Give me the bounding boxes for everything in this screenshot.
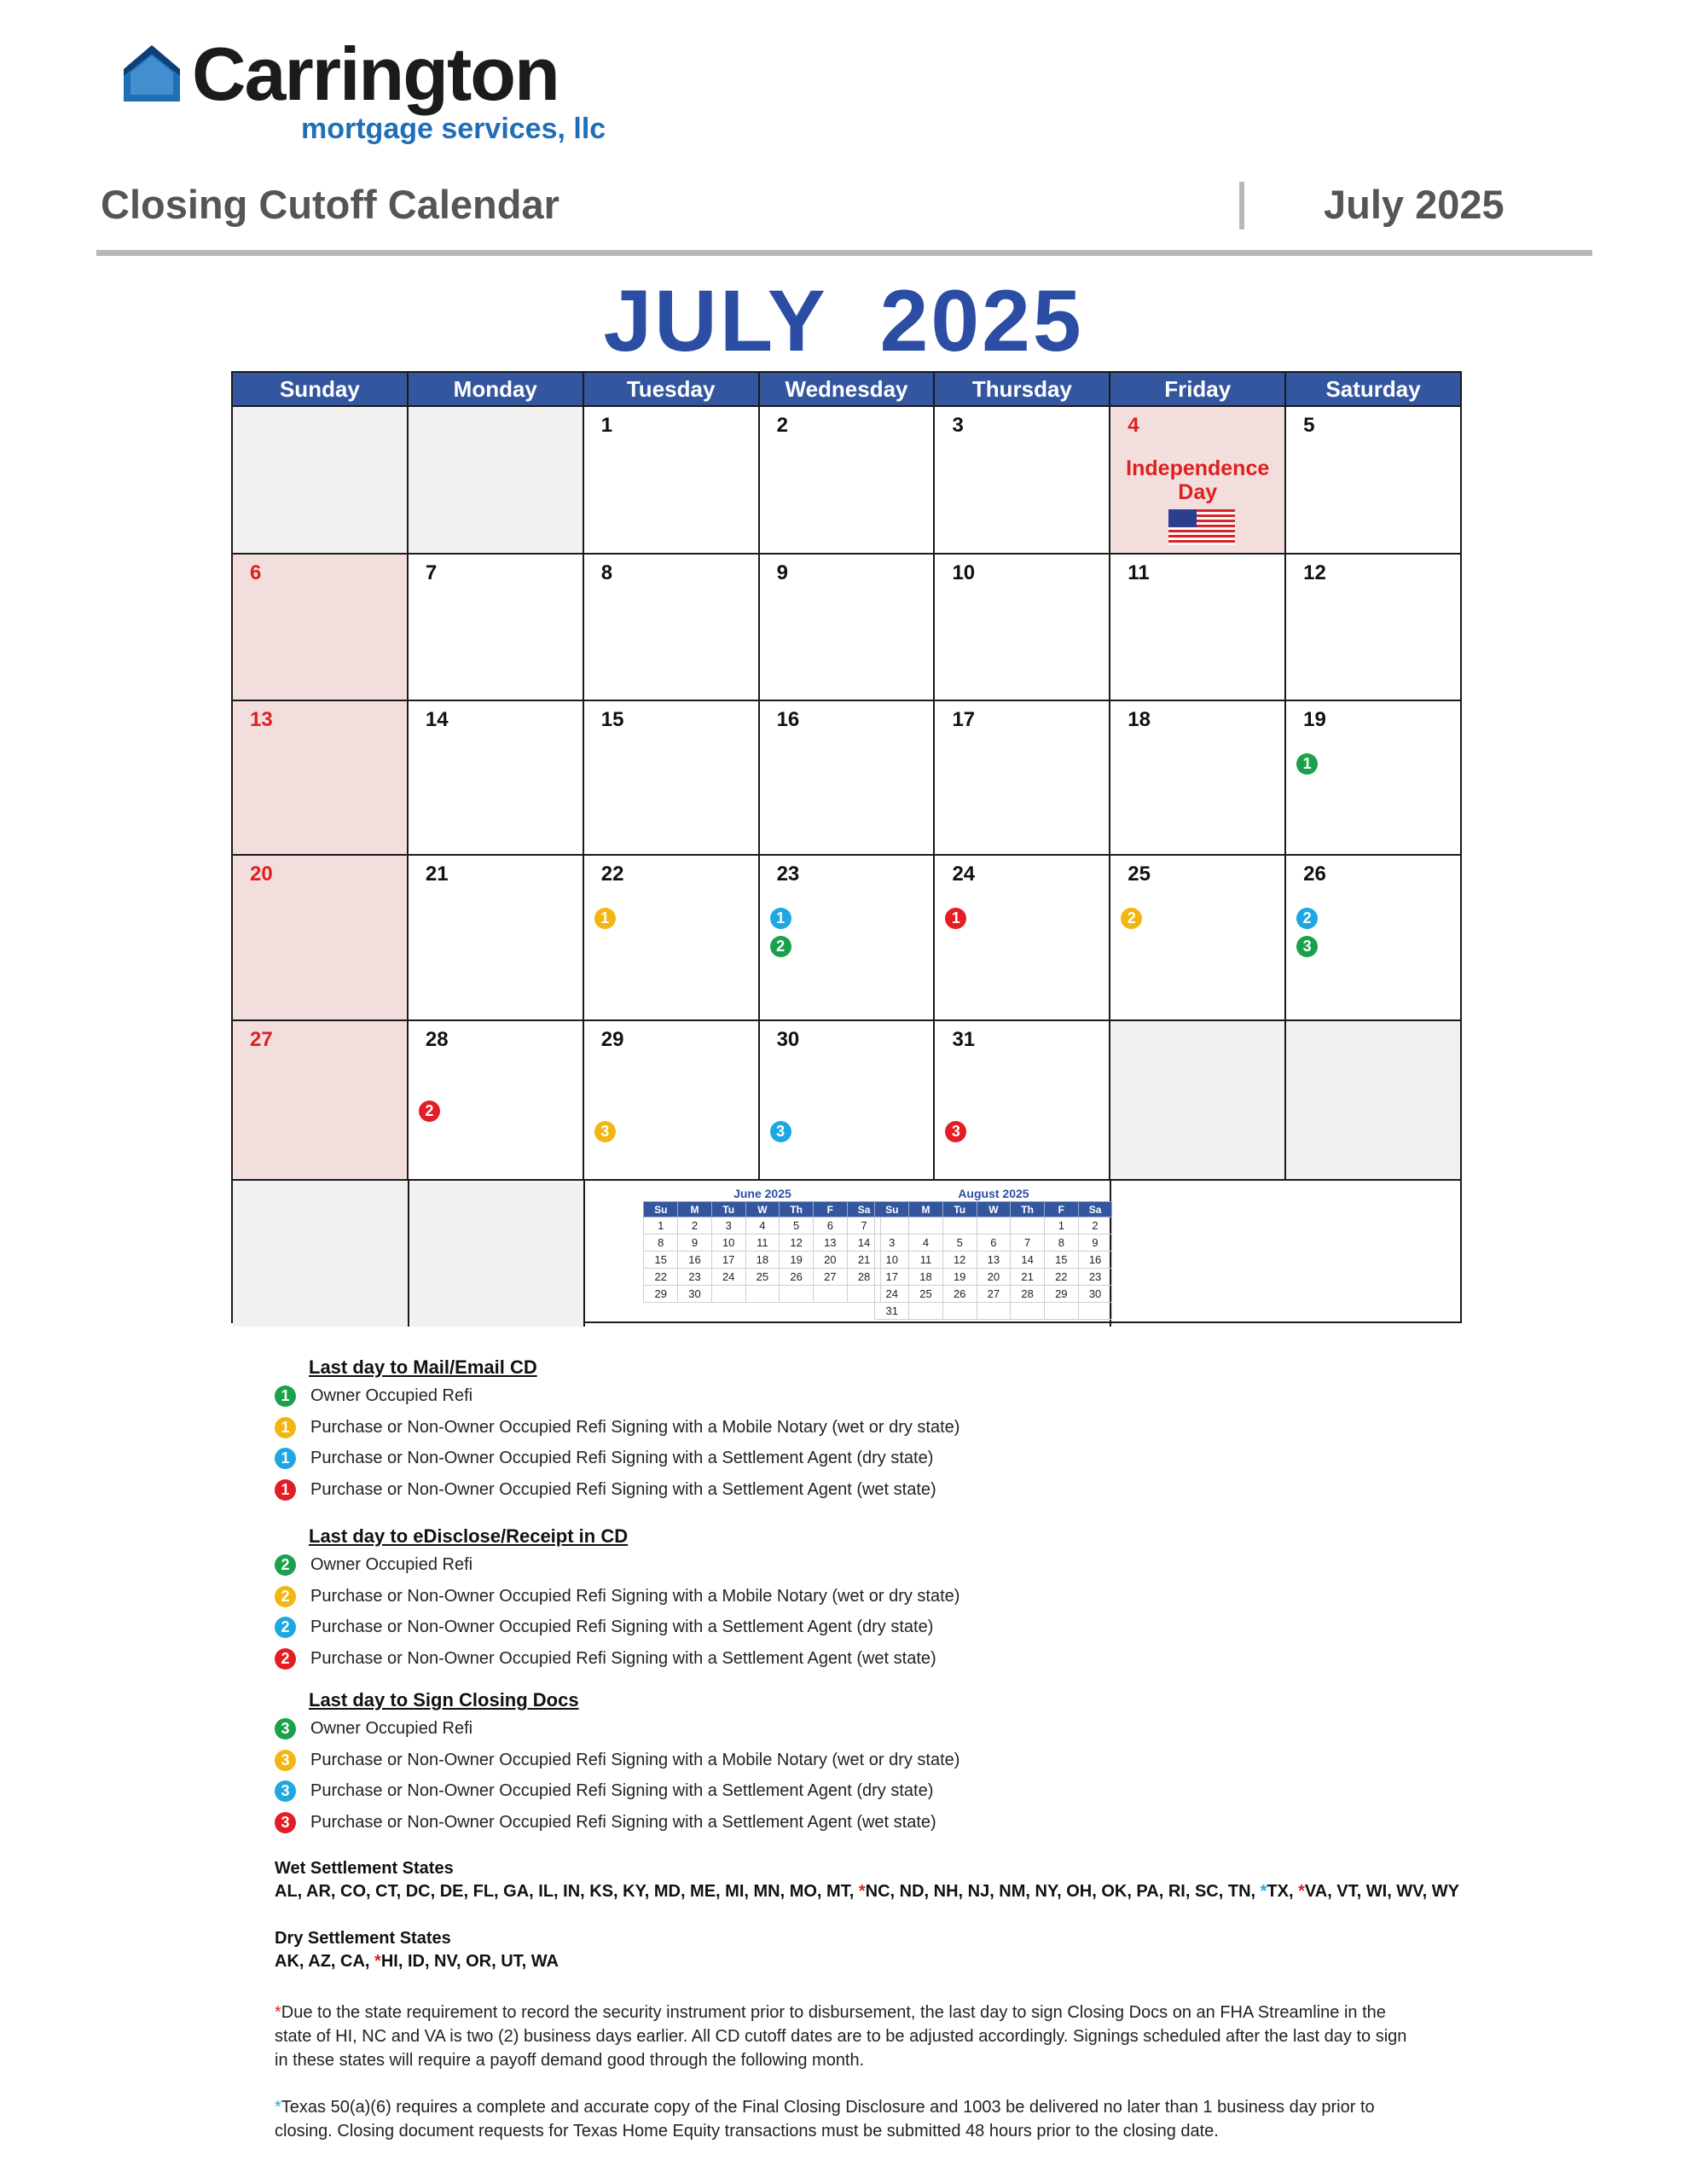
mini-day-cell: 16 [1078,1252,1112,1269]
mini-day-cell: 25 [909,1286,943,1303]
legend-group-title: Last day to eDisclose/Receipt in CD [309,1525,629,1547]
mini-day-cell: 18 [909,1269,943,1286]
mini-day-cell: 4 [745,1217,780,1234]
calendar-day-20 [233,856,409,1019]
mini-day-cell: 2 [678,1217,712,1234]
day-number: 19 [1303,708,1326,731]
day-number: 27 [250,1028,273,1051]
mini-day-header: Sa [1078,1202,1112,1217]
green-marker-1-icon: 1 [1296,753,1318,775]
fha-note [275,2001,1417,2072]
green-marker-3-icon: 3 [275,1718,296,1740]
calendar-day-30 [760,1021,936,1179]
blue-marker-3-icon: 3 [770,1121,791,1142]
mini-day-cell [711,1286,745,1303]
mini-calendar-august [874,1186,1112,1320]
legend-item-text: Owner Occupied Refi [310,1555,473,1574]
calendar-day-5 [1286,407,1460,553]
header-rule [96,250,1592,256]
day-number: 5 [1303,414,1315,437]
legend-item-text: Purchase or Non-Owner Occupied Refi Signing with a Settlement Agent (wet state) [310,1479,936,1499]
mini-day-cell: 4 [909,1234,943,1252]
legend-item-text: Owner Occupied Refi [310,1719,473,1738]
wet-states-title: Wet Settlement States [275,1859,454,1878]
mini-day-cell [909,1303,943,1320]
calendar-day-13 [233,701,409,854]
calendar-empty-cell [233,407,409,553]
mini-day-cell: 26 [942,1286,977,1303]
blue-marker-1-icon: 1 [275,1448,296,1469]
blue-marker-3-icon: 3 [275,1780,296,1802]
calendar-empty-cell [1286,1021,1460,1179]
mini-day-cell [1078,1303,1112,1320]
mini-day-cell: 12 [942,1252,977,1269]
mini-day-header: Su [875,1202,909,1217]
red-marker-1-icon: 1 [945,908,966,929]
asterisk-red: * [858,1882,866,1901]
calendar-empty-cell [1110,1021,1286,1179]
mini-day-cell: 27 [813,1269,847,1286]
calendar-day-23 [760,856,936,1019]
mini-day-cell [1011,1303,1045,1320]
calendar-day-15 [584,701,760,854]
mini-day-cell: 13 [813,1234,847,1252]
red-marker-2-icon: 2 [419,1101,440,1122]
day-of-week-tuesday: Tuesday [584,373,760,405]
mini-day-cell: 8 [644,1234,678,1252]
day-number: 21 [425,863,449,886]
day-number: 14 [425,708,449,731]
legend-group-1 [275,1356,1298,1519]
calendar-day-10 [935,555,1110,700]
asterisk-red: * [1298,1882,1305,1901]
mini-day-cell: 6 [977,1234,1011,1252]
day-number: 20 [250,863,273,886]
mini-day-cell: 14 [847,1234,881,1252]
legend-item-text: Purchase or Non-Owner Occupied Refi Signing with a Mobile Notary (wet or dry state) [310,1750,960,1769]
mini-day-cell: 12 [780,1234,814,1252]
logo-subtitle: mortgage services, llc [301,113,606,145]
calendar-day-2 [760,407,936,553]
yellow-marker-3-icon: 3 [594,1121,616,1142]
wet-states-part: TX, [1267,1882,1299,1901]
wet-states-part: VA, VT, WI, WV, WY [1304,1882,1460,1901]
yellow-marker-1-icon: 1 [275,1417,296,1438]
mini-day-cell [1011,1217,1045,1234]
month-calendar [231,371,1462,1323]
day-number: 2 [776,414,788,437]
yellow-marker-2-icon: 2 [1121,908,1142,929]
day-number: 26 [1303,863,1326,886]
mini-day-cell: 18 [745,1252,780,1269]
day-number: 6 [250,561,262,584]
holiday-label: Independence Day [1126,456,1270,504]
mini-day-cell: 10 [711,1234,745,1252]
mini-day-cell: 28 [847,1269,881,1286]
mini-day-cell: 11 [909,1252,943,1269]
house-roof-icon [124,45,180,102]
calendar-day-25 [1110,856,1286,1019]
day-number: 4 [1128,414,1139,437]
legend-item-text: Purchase or Non-Owner Occupied Refi Signing with a Settlement Agent (dry state) [310,1781,934,1800]
day-number: 9 [776,561,788,584]
calendar-empty-cell [409,407,584,553]
day-of-week-monday: Monday [409,373,584,405]
day-number: 1 [600,414,613,437]
calendar-week [233,854,1460,1019]
legend-item-text: Purchase or Non-Owner Occupied Refi Signing with a Settlement Agent (dry state) [310,1449,934,1467]
mini-day-cell [977,1217,1011,1234]
mini-day-cell: 20 [813,1252,847,1269]
calendar-week [233,700,1460,854]
legend-group-3 [275,1689,1298,1851]
calendar-day-11 [1110,555,1286,700]
mini-day-cell: 24 [875,1286,909,1303]
mini-day-cell [1044,1303,1078,1320]
mini-day-cell: 30 [678,1286,712,1303]
mini-day-cell: 1 [644,1217,678,1234]
calendar-day-29 [584,1021,760,1179]
blue-marker-2-icon: 2 [1296,908,1318,929]
calendar-day-27 [233,1021,409,1179]
mini-day-cell [875,1217,909,1234]
day-number: 18 [1128,708,1151,731]
day-of-week-wednesday: Wednesday [760,373,936,405]
mini-day-cell: 23 [1078,1269,1112,1286]
calendar-day-3 [935,407,1110,553]
day-number: 15 [600,708,624,731]
calendar-day-22 [584,856,760,1019]
mini-day-cell: 7 [847,1217,881,1234]
legend-group-2 [275,1525,1298,1687]
calendar-day-28 [409,1021,584,1179]
calendar-blank-cell [1111,1181,1460,1327]
mini-day-cell: 19 [780,1252,814,1269]
calendar-day-12 [1286,555,1460,700]
day-number: 28 [425,1028,449,1051]
company-logo [124,32,606,152]
mini-day-cell: 11 [745,1234,780,1252]
mini-day-header: W [977,1202,1011,1217]
yellow-marker-3-icon: 3 [275,1750,296,1771]
day-number: 10 [952,561,976,584]
day-number: 12 [1303,561,1326,584]
mini-day-cell: 9 [1078,1234,1112,1252]
dry-states-title: Dry Settlement States [275,1929,451,1948]
day-number: 16 [776,708,800,731]
mini-day-cell: 2 [1078,1217,1112,1234]
mini-day-header: Th [780,1202,814,1217]
red-marker-2-icon: 2 [275,1648,296,1670]
mini-day-cell: 19 [942,1269,977,1286]
calendar-day-16 [760,701,936,854]
calendar-empty-cell [409,1181,586,1327]
mini-day-header: W [745,1202,780,1217]
mini-calendar-title: August 2025 [958,1187,1029,1200]
calendar-body [233,405,1460,1327]
mini-day-cell: 5 [942,1234,977,1252]
day-of-week-saturday: Saturday [1286,373,1460,405]
mini-day-cell: 15 [1044,1252,1078,1269]
calendar-day-9 [760,555,936,700]
mini-day-cell: 28 [1011,1286,1045,1303]
page-title: Closing Cutoff Calendar [101,182,559,227]
day-number: 23 [776,863,800,886]
mini-day-cell [909,1217,943,1234]
calendar-header-row [233,373,1460,405]
mini-day-cell: 9 [678,1234,712,1252]
dry-states-list [275,1952,559,1972]
mini-day-header: Tu [711,1202,745,1217]
mini-day-cell: 5 [780,1217,814,1234]
calendar-week [233,405,1460,553]
calendar-day-14 [409,701,584,854]
mini-day-cell [977,1303,1011,1320]
mini-day-cell [745,1286,780,1303]
mini-calendar-june [643,1186,881,1303]
mini-day-cell: 31 [875,1303,909,1320]
calendar-week [233,1019,1460,1179]
calendar-title: JULY 2025 [603,272,1084,369]
day-number: 25 [1128,863,1151,886]
us-flag-icon [1168,509,1235,545]
legend-group-title: Last day to Mail/Email CD [309,1356,537,1378]
mini-day-cell: 6 [813,1217,847,1234]
calendar-day-7 [409,555,584,700]
yellow-marker-1-icon: 1 [594,908,616,929]
calendar-week [233,553,1460,700]
wet-states-part: AL, AR, CO, CT, DC, DE, FL, GA, IL, IN, KS, KY, MD, ME, MI, MN, MO, MT, [275,1882,859,1901]
mini-day-cell: 3 [711,1217,745,1234]
calendar-day-26 [1286,856,1460,1019]
mini-day-cell: 22 [644,1269,678,1286]
asterisk-red: * [275,2003,281,2022]
day-number: 8 [600,561,613,584]
calendar-day-24 [935,856,1110,1019]
mini-day-cell: 30 [1078,1286,1112,1303]
calendar-day-19 [1286,701,1460,854]
day-of-week-sunday: Sunday [233,373,409,405]
mini-day-cell: 8 [1044,1234,1078,1252]
mini-day-header: F [1044,1202,1078,1217]
mini-calendar-grid [643,1201,881,1303]
calendar-day-4 [1110,407,1286,553]
green-marker-2-icon: 2 [275,1554,296,1576]
texas-note [275,2095,1417,2143]
day-of-week-friday: Friday [1110,373,1286,405]
mini-day-header: M [909,1202,943,1217]
mini-day-cell: 21 [1011,1269,1045,1286]
wet-states-part: NC, ND, NH, NJ, NM, NY, OH, OK, PA, RI, SC, TN, [865,1882,1261,1901]
mini-day-cell: 29 [1044,1286,1078,1303]
mini-day-cell: 16 [678,1252,712,1269]
mini-day-cell [942,1217,977,1234]
day-of-week-thursday: Thursday [935,373,1110,405]
blue-marker-1-icon: 1 [770,908,791,929]
calendar-day-8 [584,555,760,700]
day-number: 7 [425,561,438,584]
mini-day-cell: 21 [847,1252,881,1269]
day-number: 31 [952,1028,976,1051]
mini-day-header: Tu [942,1202,977,1217]
calendar-day-1 [584,407,760,553]
mini-day-header: F [813,1202,847,1217]
red-marker-3-icon: 3 [945,1121,966,1142]
day-number: 22 [600,863,624,886]
day-number: 13 [250,708,273,731]
green-marker-2-icon: 2 [770,936,791,957]
day-number: 24 [952,863,976,886]
day-number: 11 [1128,561,1150,584]
calendar-day-31 [935,1021,1110,1179]
day-number: 30 [776,1028,800,1051]
legend-item-text: Purchase or Non-Owner Occupied Refi Signing with a Settlement Agent (wet state) [310,1812,936,1832]
calendar-footer-row [233,1179,1460,1327]
mini-day-cell: 23 [678,1269,712,1286]
calendar-day-6 [233,555,409,700]
asterisk-blue: * [275,2098,281,2117]
wet-states-list [275,1882,1459,1902]
red-marker-1-icon: 1 [275,1479,296,1501]
calendar-day-17 [935,701,1110,854]
legend-group-title: Last day to Sign Closing Docs [309,1689,579,1711]
mini-day-cell: 20 [977,1269,1011,1286]
mini-day-cell [780,1286,814,1303]
mini-day-header: M [678,1202,712,1217]
legend-item-text: Purchase or Non-Owner Occupied Refi Signing with a Settlement Agent (dry state) [310,1618,934,1636]
mini-calendar-grid [874,1201,1112,1320]
blue-marker-2-icon: 2 [275,1617,296,1638]
mini-day-header: Su [644,1202,678,1217]
mini-day-cell: 26 [780,1269,814,1286]
mini-day-header: Th [1011,1202,1045,1217]
logo-name: Carrington [192,32,559,116]
calendar-day-21 [409,856,584,1019]
mini-day-cell: 27 [977,1286,1011,1303]
green-marker-3-icon: 3 [1296,936,1318,957]
mini-day-cell: 1 [1044,1217,1078,1234]
asterisk-blue: * [1260,1882,1267,1901]
day-number: 3 [952,414,964,437]
asterisk-red: * [374,1952,381,1971]
mini-day-cell: 15 [644,1252,678,1269]
legend-item-text: Purchase or Non-Owner Occupied Refi Signing with a Mobile Notary (wet or dry state) [310,1417,960,1437]
day-number: 29 [600,1028,624,1051]
dry-states-part: AK, AZ, CA, [275,1952,375,1971]
calendar-day-18 [1110,701,1286,854]
mini-day-cell [813,1286,847,1303]
red-marker-3-icon: 3 [275,1812,296,1833]
header-divider [1239,182,1244,229]
mini-day-cell: 25 [745,1269,780,1286]
legend-item-text: Owner Occupied Refi [310,1386,473,1405]
texas-note-text: Texas 50(a)(6) requires a complete and accurate copy of the Final Closing Disclosure and 1003 be delivered no later than 1 business day prior to closing. Closing document requests for Texas Home Equity transactions must be submitted 48 hours prior to the closing date. [275,2098,1375,2140]
mini-day-cell: 13 [977,1252,1011,1269]
mini-day-cell [942,1303,977,1320]
calendar-empty-cell [233,1181,409,1327]
mini-day-cell: 29 [644,1286,678,1303]
mini-day-cell: 14 [1011,1252,1045,1269]
day-number: 17 [952,708,976,731]
legend-item-text: Purchase or Non-Owner Occupied Refi Signing with a Mobile Notary (wet or dry state) [310,1586,960,1606]
green-marker-1-icon: 1 [275,1385,296,1407]
yellow-marker-2-icon: 2 [275,1586,296,1607]
mini-calendar-title: June 2025 [733,1187,791,1200]
mini-day-cell: 24 [711,1269,745,1286]
mini-day-cell: 22 [1044,1269,1078,1286]
fha-note-text: Due to the state requirement to record the security instrument prior to disbursement, the last day to sign Closing Docs on an FHA Streamline in the state of HI, NC and VA is two (2) business days earlier. All CD cutoff dates are to be adjusted accordingly. Signings scheduled after the last day to sign in these states will require a payoff demand good through the following month. [275,2003,1407,2070]
mini-day-header: Sa [847,1202,881,1217]
mini-calendars-cell [585,1181,1110,1327]
mini-day-cell: 17 [711,1252,745,1269]
mini-day-cell: 17 [875,1269,909,1286]
mini-day-cell: 3 [875,1234,909,1252]
legend-item-text: Purchase or Non-Owner Occupied Refi Signing with a Settlement Agent (wet state) [310,1648,936,1668]
mini-day-cell: 7 [1011,1234,1045,1252]
mini-day-cell: 10 [875,1252,909,1269]
dry-states-part: HI, ID, NV, OR, UT, WA [380,1952,559,1971]
header-month: July 2025 [1324,182,1504,227]
